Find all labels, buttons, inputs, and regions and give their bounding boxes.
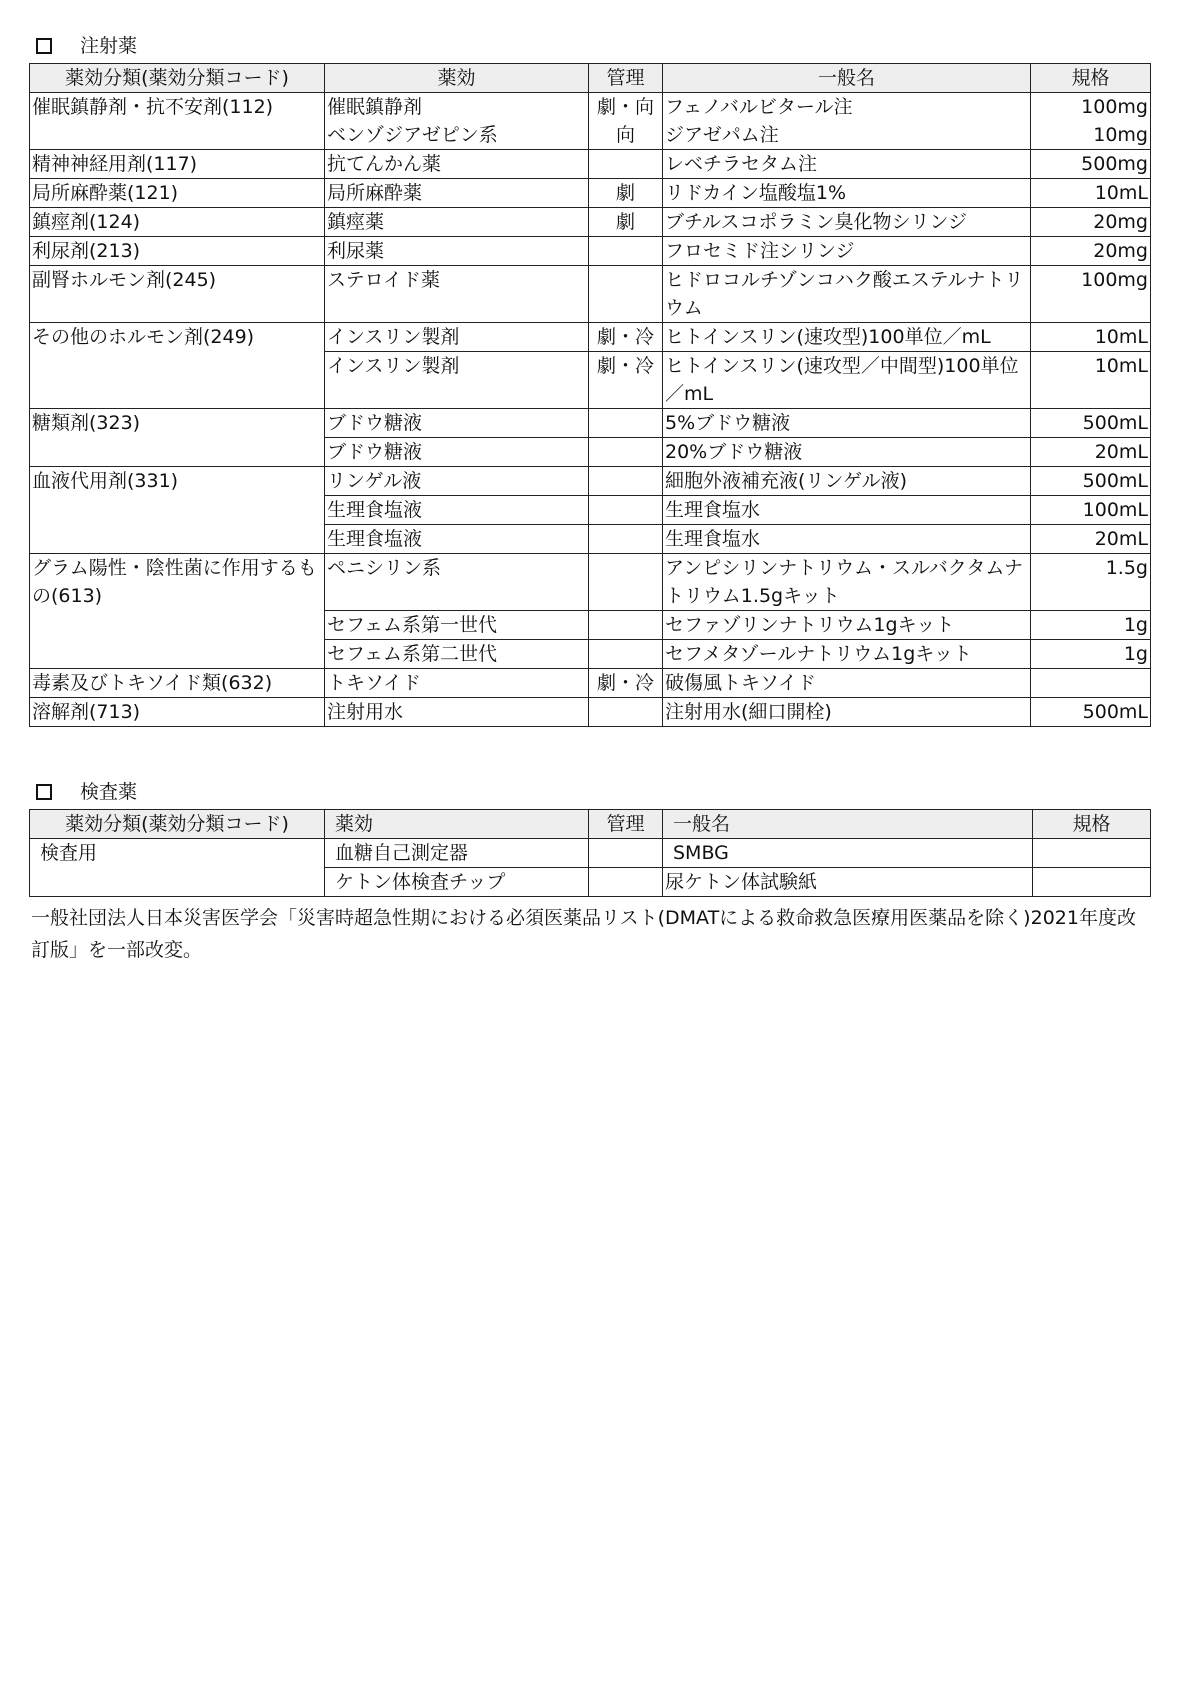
checkbox-square-icon [36, 784, 52, 800]
category-cell: 溶解剤(713) [30, 698, 325, 727]
table-row [30, 208, 1151, 237]
table-row [30, 409, 1151, 438]
control-cell: 劇 [589, 208, 663, 237]
category-cell: 血液代用剤(331) [30, 467, 325, 554]
checkbox-square-icon [36, 38, 52, 54]
injection-drug-table [29, 63, 1151, 727]
generic-name-cell: フェノバルビタール注 [663, 93, 1031, 122]
category-cell: 催眠鎮静剤・抗不安剤(112) [30, 93, 325, 150]
spec-cell: 1g [1031, 640, 1151, 669]
table-header-row [30, 810, 1151, 839]
table-header-row [30, 64, 1151, 93]
header-control: 管理 [589, 64, 663, 93]
spec-cell: 20mg [1031, 237, 1151, 266]
control-cell [589, 266, 663, 323]
efficacy-cell: セフェム系第二世代 [325, 640, 589, 669]
generic-name-cell: セフメタゾールナトリウム1gキット [663, 640, 1031, 669]
category-cell: 副腎ホルモン剤(245) [30, 266, 325, 323]
table-row [30, 179, 1151, 208]
table-row [30, 839, 1151, 868]
control-cell [589, 698, 663, 727]
generic-name-cell: ブチルスコポラミン臭化物シリンジ [663, 208, 1031, 237]
spec-cell: 500mL [1031, 467, 1151, 496]
efficacy-cell: 生理食塩液 [325, 525, 589, 554]
table-row [30, 93, 1151, 122]
header-spec: 規格 [1031, 64, 1151, 93]
control-cell [589, 496, 663, 525]
efficacy-cell: 注射用水 [325, 698, 589, 727]
header-efficacy: 薬効 [325, 810, 589, 839]
section-test-heading [34, 780, 137, 804]
spec-cell: 20mL [1031, 438, 1151, 467]
table-row [30, 323, 1151, 352]
efficacy-cell: リンゲル液 [325, 467, 589, 496]
table-row [30, 669, 1151, 698]
control-cell [589, 611, 663, 640]
spec-cell: 500mL [1031, 409, 1151, 438]
control-cell: 向 [589, 121, 663, 150]
spec-cell: 10mL [1031, 323, 1151, 352]
generic-name-cell: セファゾリンナトリウム1gキット [663, 611, 1031, 640]
category-cell: その他のホルモン剤(249) [30, 323, 325, 409]
control-cell: 劇・冷 [589, 323, 663, 352]
category-cell: 鎮痙剤(124) [30, 208, 325, 237]
control-cell [589, 438, 663, 467]
category-cell: 糖類剤(323) [30, 409, 325, 467]
efficacy-cell: 催眠鎮静剤 [325, 93, 589, 122]
spec-cell: 500mg [1031, 150, 1151, 179]
generic-name-cell: 破傷風トキソイド [663, 669, 1031, 698]
generic-name-cell: アンピシリンナトリウム・スルバクタムナトリウム1.5gキット [663, 554, 1031, 611]
efficacy-cell: インスリン製剤 [325, 352, 589, 409]
test-drug-table [29, 809, 1151, 897]
table-row [30, 150, 1151, 179]
control-cell: 劇・向 [589, 93, 663, 122]
spec-cell: 500mL [1031, 698, 1151, 727]
table-row [30, 237, 1151, 266]
control-cell [589, 525, 663, 554]
control-cell: 劇・冷 [589, 352, 663, 409]
efficacy-cell: ブドウ糖液 [325, 438, 589, 467]
spec-cell: 1g [1031, 611, 1151, 640]
table-row [30, 467, 1151, 496]
header-efficacy: 薬効 [325, 64, 589, 93]
control-cell [589, 868, 663, 897]
section-injection-heading [34, 34, 137, 58]
section-test-title: 検査薬 [80, 781, 138, 803]
spec-cell: 10mg [1031, 121, 1151, 150]
category-cell: 毒素及びトキソイド類(632) [30, 669, 325, 698]
efficacy-cell: セフェム系第一世代 [325, 611, 589, 640]
generic-name-cell: 5%ブドウ糖液 [663, 409, 1031, 438]
efficacy-cell: ステロイド薬 [325, 266, 589, 323]
table-row [30, 266, 1151, 323]
category-cell: 精神神経用剤(117) [30, 150, 325, 179]
generic-name-cell: ヒトインスリン(速攻型)100単位／mL [663, 323, 1031, 352]
generic-name-cell: ジアゼパム注 [663, 121, 1031, 150]
efficacy-cell: 鎮痙薬 [325, 208, 589, 237]
category-cell: グラム陽性・陰性菌に作用するもの(613) [30, 554, 325, 669]
control-cell [589, 150, 663, 179]
generic-name-cell: 生理食塩水 [663, 525, 1031, 554]
section-injection-title: 注射薬 [80, 35, 138, 57]
spec-cell [1033, 839, 1151, 868]
control-cell [589, 554, 663, 611]
source-footnote: 一般社団法人日本災害医学会「災害時超急性期における必須医薬品リスト(DMATによる救命救急医療用医薬品を除く)2021年度改訂版」を一部改変。 [31, 907, 1136, 961]
control-cell: 劇・冷 [589, 669, 663, 698]
generic-name-cell: 注射用水(細口開栓) [663, 698, 1031, 727]
header-generic-name: 一般名 [663, 810, 1033, 839]
efficacy-cell: 血糖自己測定器 [325, 839, 589, 868]
header-category: 薬効分類(薬効分類コード) [30, 810, 325, 839]
spec-cell: 100mL [1031, 496, 1151, 525]
efficacy-cell: ケトン体検査チップ [325, 868, 589, 897]
efficacy-cell: 利尿薬 [325, 237, 589, 266]
efficacy-cell: 生理食塩液 [325, 496, 589, 525]
efficacy-cell: インスリン製剤 [325, 323, 589, 352]
efficacy-cell: ベンゾジアゼピン系 [325, 121, 589, 150]
category-cell: 検査用 [30, 839, 325, 897]
generic-name-cell: フロセミド注シリンジ [663, 237, 1031, 266]
category-cell: 局所麻酔薬(121) [30, 179, 325, 208]
spec-cell: 10mL [1031, 179, 1151, 208]
efficacy-cell: トキソイド [325, 669, 589, 698]
spec-cell: 100mg [1031, 93, 1151, 122]
efficacy-cell: 抗てんかん薬 [325, 150, 589, 179]
table-row [30, 698, 1151, 727]
generic-name-cell: ヒドロコルチゾンコハク酸エステルナトリウム [663, 266, 1031, 323]
category-cell: 利尿剤(213) [30, 237, 325, 266]
spec-cell: 10mL [1031, 352, 1151, 409]
spec-cell [1031, 669, 1151, 698]
header-spec: 規格 [1033, 810, 1151, 839]
generic-name-cell: 生理食塩水 [663, 496, 1031, 525]
header-control: 管理 [589, 810, 663, 839]
generic-name-cell: リドカイン塩酸塩1% [663, 179, 1031, 208]
efficacy-cell: 局所麻酔薬 [325, 179, 589, 208]
spec-cell: 100mg [1031, 266, 1151, 323]
spec-cell: 20mL [1031, 525, 1151, 554]
spec-cell [1033, 868, 1151, 897]
header-category: 薬効分類(薬効分類コード) [30, 64, 325, 93]
generic-name-cell: ヒトインスリン(速攻型／中間型)100単位／mL [663, 352, 1031, 409]
generic-name-cell: 細胞外液補充液(リンゲル液) [663, 467, 1031, 496]
control-cell: 劇 [589, 179, 663, 208]
control-cell [589, 237, 663, 266]
efficacy-cell: ペニシリン系 [325, 554, 589, 611]
control-cell [589, 409, 663, 438]
control-cell [589, 839, 663, 868]
control-cell [589, 467, 663, 496]
efficacy-cell: ブドウ糖液 [325, 409, 589, 438]
spec-cell: 20mg [1031, 208, 1151, 237]
table-row [30, 554, 1151, 611]
generic-name-cell: 20%ブドウ糖液 [663, 438, 1031, 467]
generic-name-cell: 尿ケトン体試験紙 [663, 868, 1033, 897]
spec-cell: 1.5g [1031, 554, 1151, 611]
control-cell [589, 640, 663, 669]
header-generic-name: 一般名 [663, 64, 1031, 93]
generic-name-cell: レベチラセタム注 [663, 150, 1031, 179]
generic-name-cell: SMBG [663, 839, 1033, 868]
